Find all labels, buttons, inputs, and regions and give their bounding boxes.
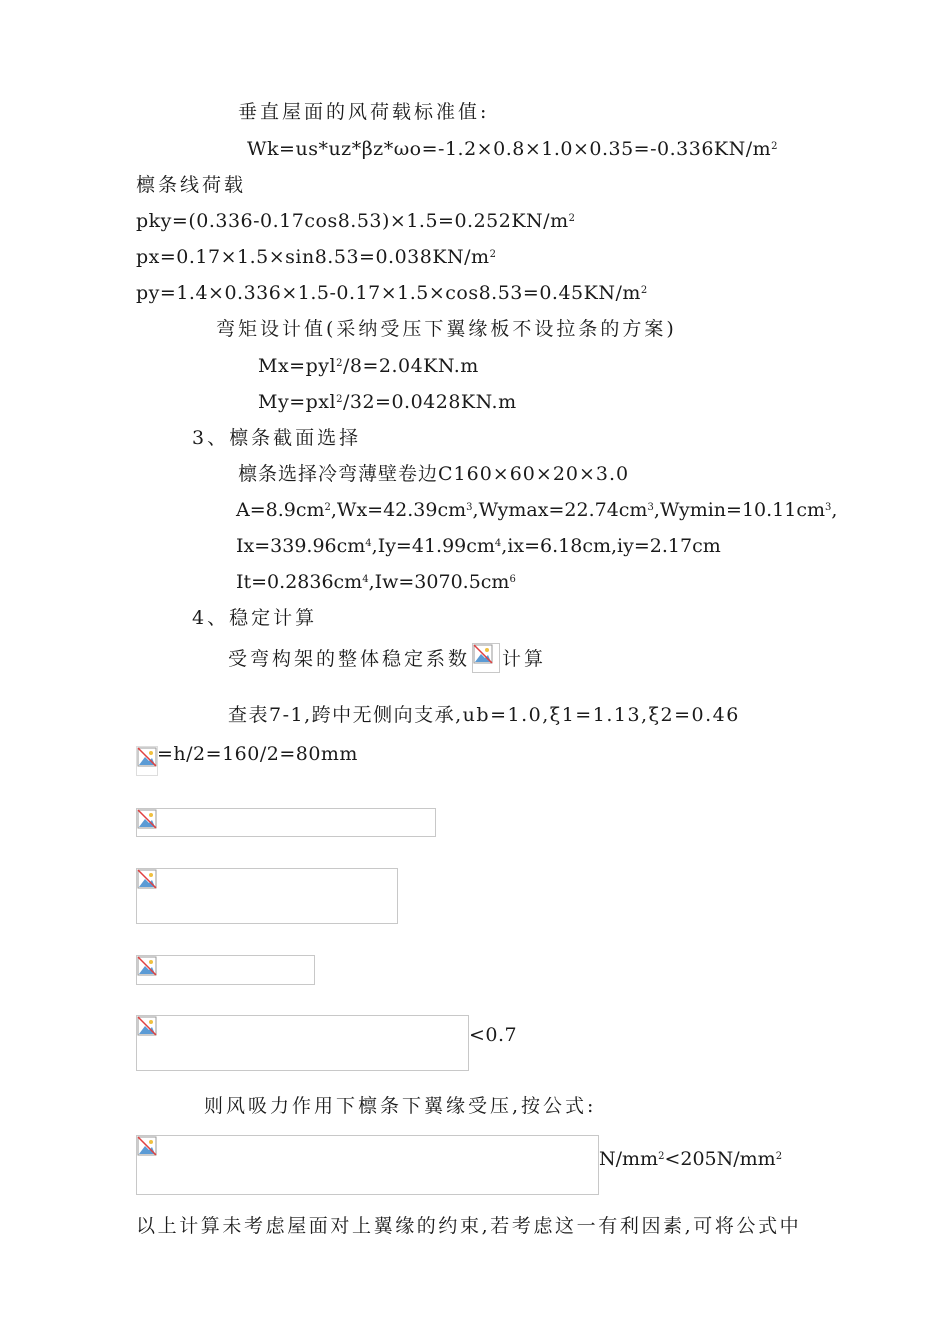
sup: 3	[825, 502, 832, 513]
stability-coefficient-line	[228, 643, 546, 673]
section-properties-1	[236, 498, 837, 522]
sup: 4	[365, 538, 372, 549]
formula-image-2	[136, 868, 398, 924]
px-formula-text: px=0.17×1.5×sin8.53=0.038KN/m	[136, 246, 490, 268]
section-4-heading: 4、稳定计算	[192, 607, 318, 629]
mx-formula	[258, 354, 479, 378]
less-than-value: <0.7	[469, 1024, 518, 1046]
purlin-selection: 檩条选择冷弯薄壁卷边C160×60×20×3.0	[238, 463, 630, 485]
broken-image-icon	[137, 747, 157, 767]
prop-iw: ,Iw=3070.5cm	[368, 571, 510, 593]
prop-ix: Ix=339.96cm	[236, 535, 366, 557]
formula-image-1	[136, 808, 436, 837]
broken-image-icon	[137, 1136, 157, 1156]
prop-wx: ,Wx=42.39cm	[330, 499, 467, 521]
formula-image-4	[136, 1015, 469, 1071]
stability-text-end: 计算	[502, 648, 547, 670]
inline-formula-image	[472, 643, 500, 673]
formula-image-5	[136, 1135, 599, 1195]
wind-load-heading: 垂直屋面的风荷载标准值:	[238, 101, 490, 123]
sup: 3	[647, 502, 654, 513]
prop-wymin: ,Wymin=10.11cm	[653, 499, 826, 521]
sup: 2	[775, 1151, 783, 1162]
stress-check	[599, 1147, 782, 1171]
closing-paragraph: 以上计算未考虑屋面对上翼缘的约束,若考虑这一有利因素,可将公式中	[136, 1215, 802, 1237]
section-properties-3	[236, 570, 516, 594]
py-formula-text: py=1.4×0.336×1.5-0.17×1.5×cos8.53=0.45KN/m	[136, 282, 641, 304]
wind-suction-line: 则风吸力作用下檩条下翼缘受压,按公式:	[204, 1095, 597, 1117]
stress-b: <205N/mm	[664, 1148, 776, 1170]
stress-a: N/mm	[599, 1148, 659, 1170]
my-formula	[258, 390, 517, 414]
formula-image-e	[136, 746, 158, 776]
sup: 6	[509, 574, 516, 585]
sup: 2	[324, 502, 331, 513]
pky-formula-text: pky=(0.336-0.17cos8.53)×1.5=0.252KN/m	[136, 210, 569, 232]
prop-wymax: ,Wymax=22.74cm	[472, 499, 648, 521]
sup: 2	[771, 141, 779, 152]
wk-formula-text: Wk=us*uz*βz*ωo=-1.2×0.8×1.0×0.35=-0.336KN/m	[247, 138, 772, 160]
stability-text: 受弯构架的整体稳定系数	[228, 648, 471, 670]
purlin-line-load-heading: 檩条线荷载	[136, 174, 247, 196]
moment-heading: 弯矩设计值(采纳受压下翼缘板不设拉条的方案)	[216, 318, 677, 340]
table-lookup-line: 查表7-1,跨中无侧向支承,ub=1.0,ξ1=1.13,ξ2=0.46	[228, 704, 740, 726]
px-formula	[136, 245, 496, 269]
py-formula	[136, 281, 648, 305]
sup: 2	[568, 213, 576, 224]
sup: 4	[494, 538, 502, 549]
mx-b: /8=2.04KN.m	[342, 355, 479, 377]
sup: 2	[489, 249, 497, 260]
sup: 2	[640, 285, 648, 296]
prop-a: A=8.9cm	[236, 499, 325, 521]
prop-radius: ,ix=6.18cm,iy=2.17cm	[501, 535, 721, 557]
broken-image-icon	[137, 1016, 157, 1036]
broken-image-icon	[137, 956, 157, 976]
my-b: /32=0.0428KN.m	[342, 391, 517, 413]
my-a: My=pxl	[258, 391, 337, 413]
e-formula: =h/2=160/2=80mm	[157, 743, 358, 765]
section-3-heading: 3、檩条截面选择	[192, 427, 362, 449]
formula-image-3	[136, 955, 315, 985]
section-properties-2	[236, 534, 721, 558]
sup: 3	[466, 502, 473, 513]
sup: 2	[336, 358, 343, 369]
broken-image-icon	[137, 809, 157, 829]
prop-comma: ,	[831, 499, 838, 521]
broken-image-icon	[137, 869, 157, 889]
prop-it: It=0.2836cm	[236, 571, 363, 593]
mx-a: Mx=pyl	[258, 355, 337, 377]
broken-image-icon	[473, 644, 493, 664]
wk-formula	[247, 137, 778, 161]
sup: 2	[336, 394, 343, 405]
pky-formula	[136, 209, 575, 233]
prop-iy: ,Iy=41.99cm	[371, 535, 495, 557]
sup: 2	[658, 1151, 665, 1162]
sup: 4	[362, 574, 369, 585]
